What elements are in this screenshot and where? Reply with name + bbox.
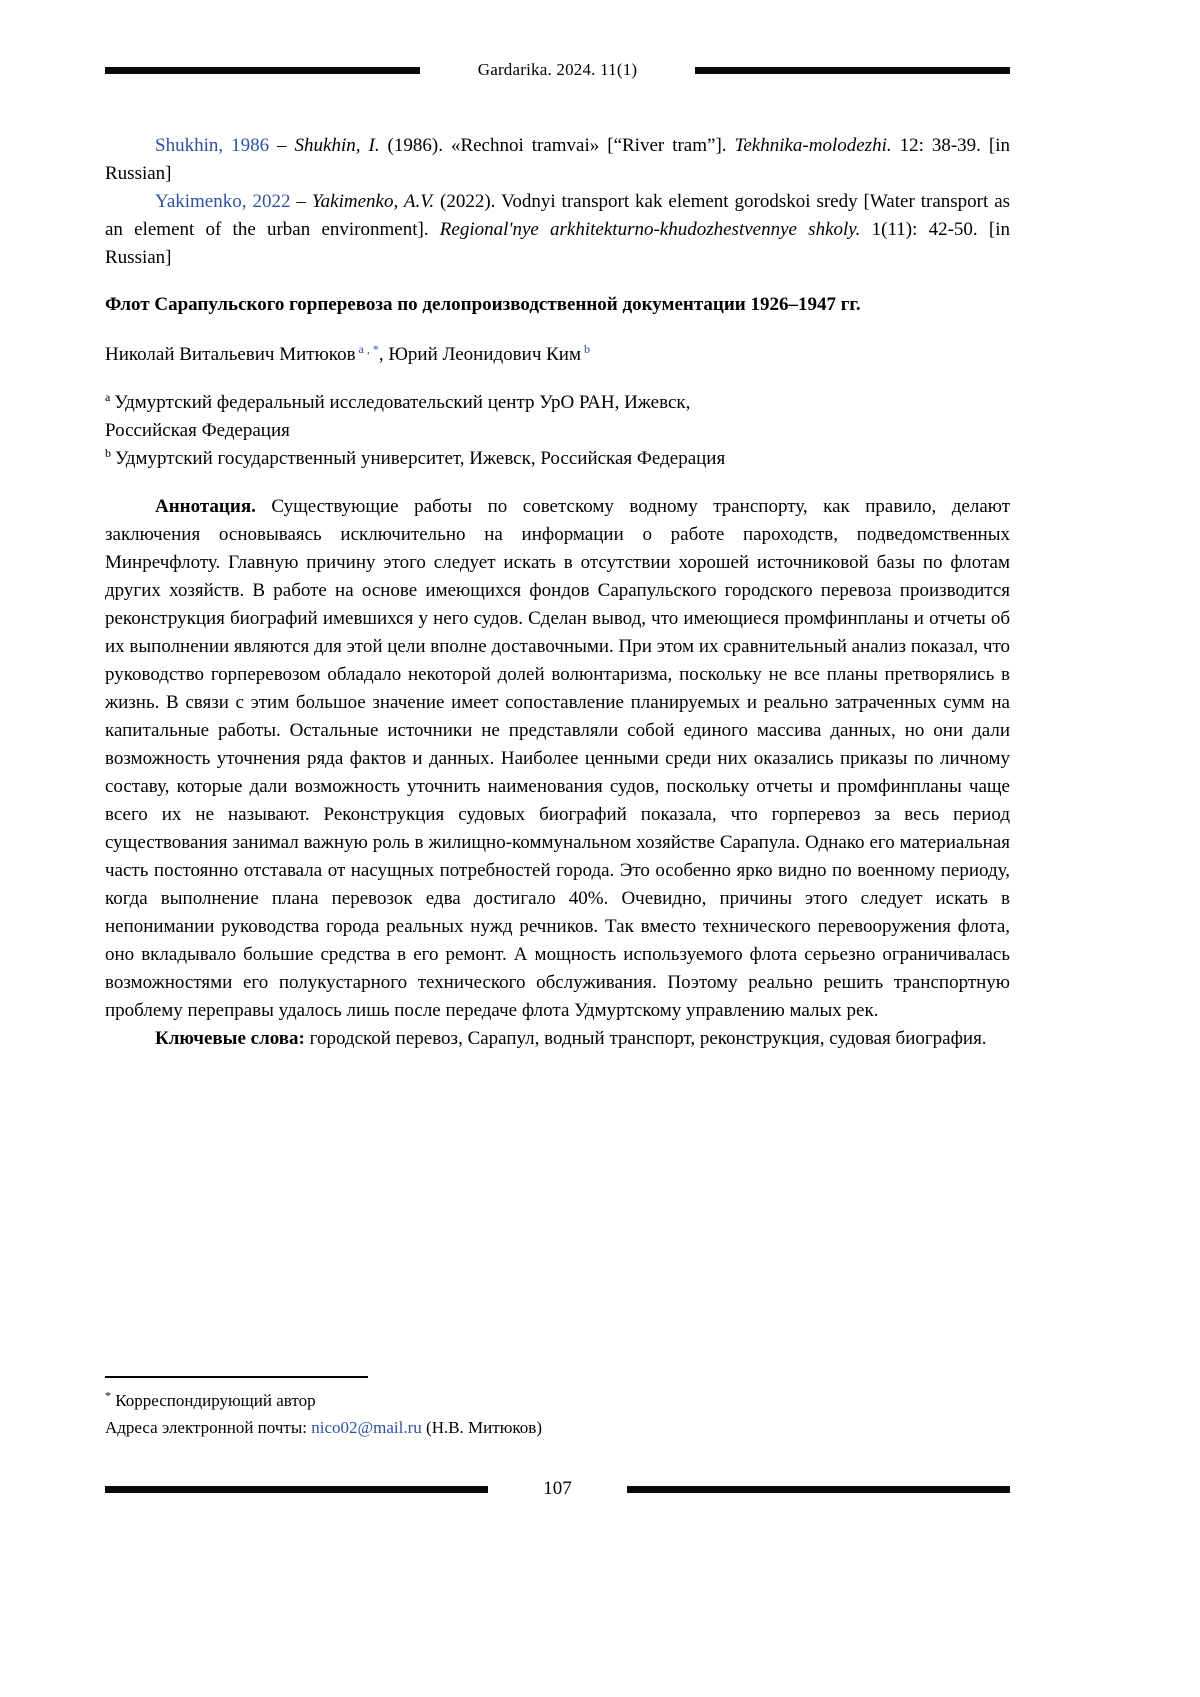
affiliation-a-line1: Удмуртский федеральный исследовательский центр УрО РАН, Ижевск, bbox=[114, 392, 691, 413]
affiliation-a-line2: Российская Федерация bbox=[105, 420, 290, 441]
reference-link-yakimenko[interactable]: Yakimenko, 2022 bbox=[155, 191, 291, 212]
author-name-mityukov: Николай Витальевич Митюков bbox=[105, 344, 356, 365]
footnote-separator-rule bbox=[105, 1376, 368, 1378]
affiliation-b bbox=[105, 445, 1010, 473]
affiliations-block bbox=[105, 389, 1010, 473]
reference-separator: – bbox=[290, 191, 312, 212]
footnote-email-prefix: Адреса электронной почты: bbox=[105, 1418, 312, 1437]
page-footer bbox=[105, 1478, 1010, 1500]
reference-body: (2022). Vodnyi transport kak element gorodskoi sredy [Water transport as an element of the urban environment]. bbox=[105, 191, 1011, 240]
author-affiliation-marker: b bbox=[584, 341, 590, 356]
page-header bbox=[105, 60, 1010, 80]
footnote-block bbox=[105, 1376, 1010, 1441]
keywords-paragraph bbox=[105, 1025, 1010, 1053]
reference-entry-yakimenko bbox=[105, 188, 1010, 272]
affiliation-a bbox=[105, 389, 1010, 445]
reference-tail: 1(11): 42-50. [in Russian] bbox=[105, 219, 1010, 268]
footnote-asterisk: * bbox=[105, 1388, 111, 1403]
reference-tail: 12: 38-39. [in Russian] bbox=[105, 135, 1011, 184]
reference-source-italic: Regional'nye arkhitekturno-khudozhestvennye shkoly. bbox=[439, 219, 861, 240]
affiliation-marker-b: b bbox=[105, 445, 111, 460]
authors-line bbox=[105, 341, 1010, 369]
footnote-corresponding-author bbox=[105, 1387, 1010, 1414]
keywords-text: городской перевоз, Сарапул, водный транспорт, реконструкция, судовая биография. bbox=[309, 1028, 987, 1049]
email-link[interactable]: nico02@mail.ru bbox=[311, 1418, 422, 1437]
reference-author-italic: Shukhin, I. bbox=[294, 135, 380, 156]
reference-source-italic: Tekhnika-molodezhi. bbox=[734, 135, 892, 156]
reference-link-shukhin[interactable]: Shukhin, 1986 bbox=[155, 135, 270, 156]
footnote-line1-text: Корреспондирующий автор bbox=[115, 1391, 316, 1410]
abstract-label: Аннотация. bbox=[155, 496, 256, 517]
reference-separator: – bbox=[269, 135, 295, 156]
footnote-email-suffix: (Н.В. Митюков) bbox=[421, 1418, 542, 1437]
reference-body: (1986). «Rechnoi tramvai» [“River tram”]. bbox=[379, 135, 735, 156]
footer-rule-right bbox=[627, 1486, 1010, 1493]
author-name-kim: Юрий Леонидович Ким bbox=[388, 344, 581, 365]
journal-header-title: Gardarika. 2024. 11(1) bbox=[477, 60, 638, 79]
header-rule-left bbox=[105, 67, 420, 74]
abstract-text: Существующие работы по советскому водному транспорту, как правило, делают заключения основываясь исключительно на информации о работе пароходств, подведомственных Минречфлоту. Главную причину этого следует искать в отсутствии хорошей источниковой базы по флотам других хозяйств. В работе на основе имеющихся фондов Сарапульского городского перевоза производится реконструкция биографий имевшихся у него судов. Сделан вывод, что имеющиеся промфинпланы и отчеты об их выполнении являются для этой цели вполне доставочными. При этом их сравнительный анализ показал, что руководство горперевозом обладало некоторой долей волюнтаризма, поскольку не все планы претворялись в жизнь. В связи с этим большое значение имеет сопоставление планируемых и реально затраченных сумм на капитальные работы. Остальные источники не представляли собой единого массива данных, но они дали возможность уточнения ряда фактов и данных. Наиболее ценными среди них оказались приказы по личному составу, которые дали возможность уточнить наименования судов, поскольку отчеты и промфинпланы чаще всего их не называют. Реконструкция судовых биографий показала, что горперевоз за весь период существования занимал важную роль в жилищно-коммунальном хозяйстве Сарапула. Однако его материальная часть постоянно отставала от насущных потребностей города. Это особенно ярко видно по военному периоду, когда выполнение плана перевозок едва достигало 40%. Очевидно, причины этого следует искать в непонимании руководства города реальных нужд речников. Так вместо технического перевооружения флота, оно вкладывало большие средства в его ремонт. А мощность используемого флота серьезно ограничивалась возможностями его полукустарного технического обслуживания. Поэтому реально решить транспортную проблему переправы удалось лишь после передаче флота Удмуртскому управлению малых рек. bbox=[105, 496, 1011, 1021]
footer-rule-left bbox=[105, 1486, 488, 1493]
affiliation-b-text: Удмуртский государственный университет, Ижевск, Российская Федерация bbox=[115, 448, 726, 469]
page-content bbox=[105, 132, 1010, 1053]
author-affiliation-marker: a , * bbox=[358, 341, 379, 356]
header-rule-right bbox=[695, 67, 1010, 74]
page-number: 107 bbox=[543, 1478, 572, 1499]
keywords-label: Ключевые слова: bbox=[155, 1028, 305, 1049]
footnote-email-line bbox=[105, 1414, 1010, 1441]
authors-separator: , bbox=[378, 344, 389, 365]
reference-author-italic: Yakimenko, A.V. bbox=[311, 191, 435, 212]
reference-entry-shukhin bbox=[105, 132, 1010, 188]
abstract-paragraph bbox=[105, 493, 1010, 1025]
affiliation-marker-a: a bbox=[105, 389, 111, 404]
article-title: Флот Сарапульского горперевоза по делопроизводственной документации 1926–1947 гг. bbox=[105, 294, 861, 315]
